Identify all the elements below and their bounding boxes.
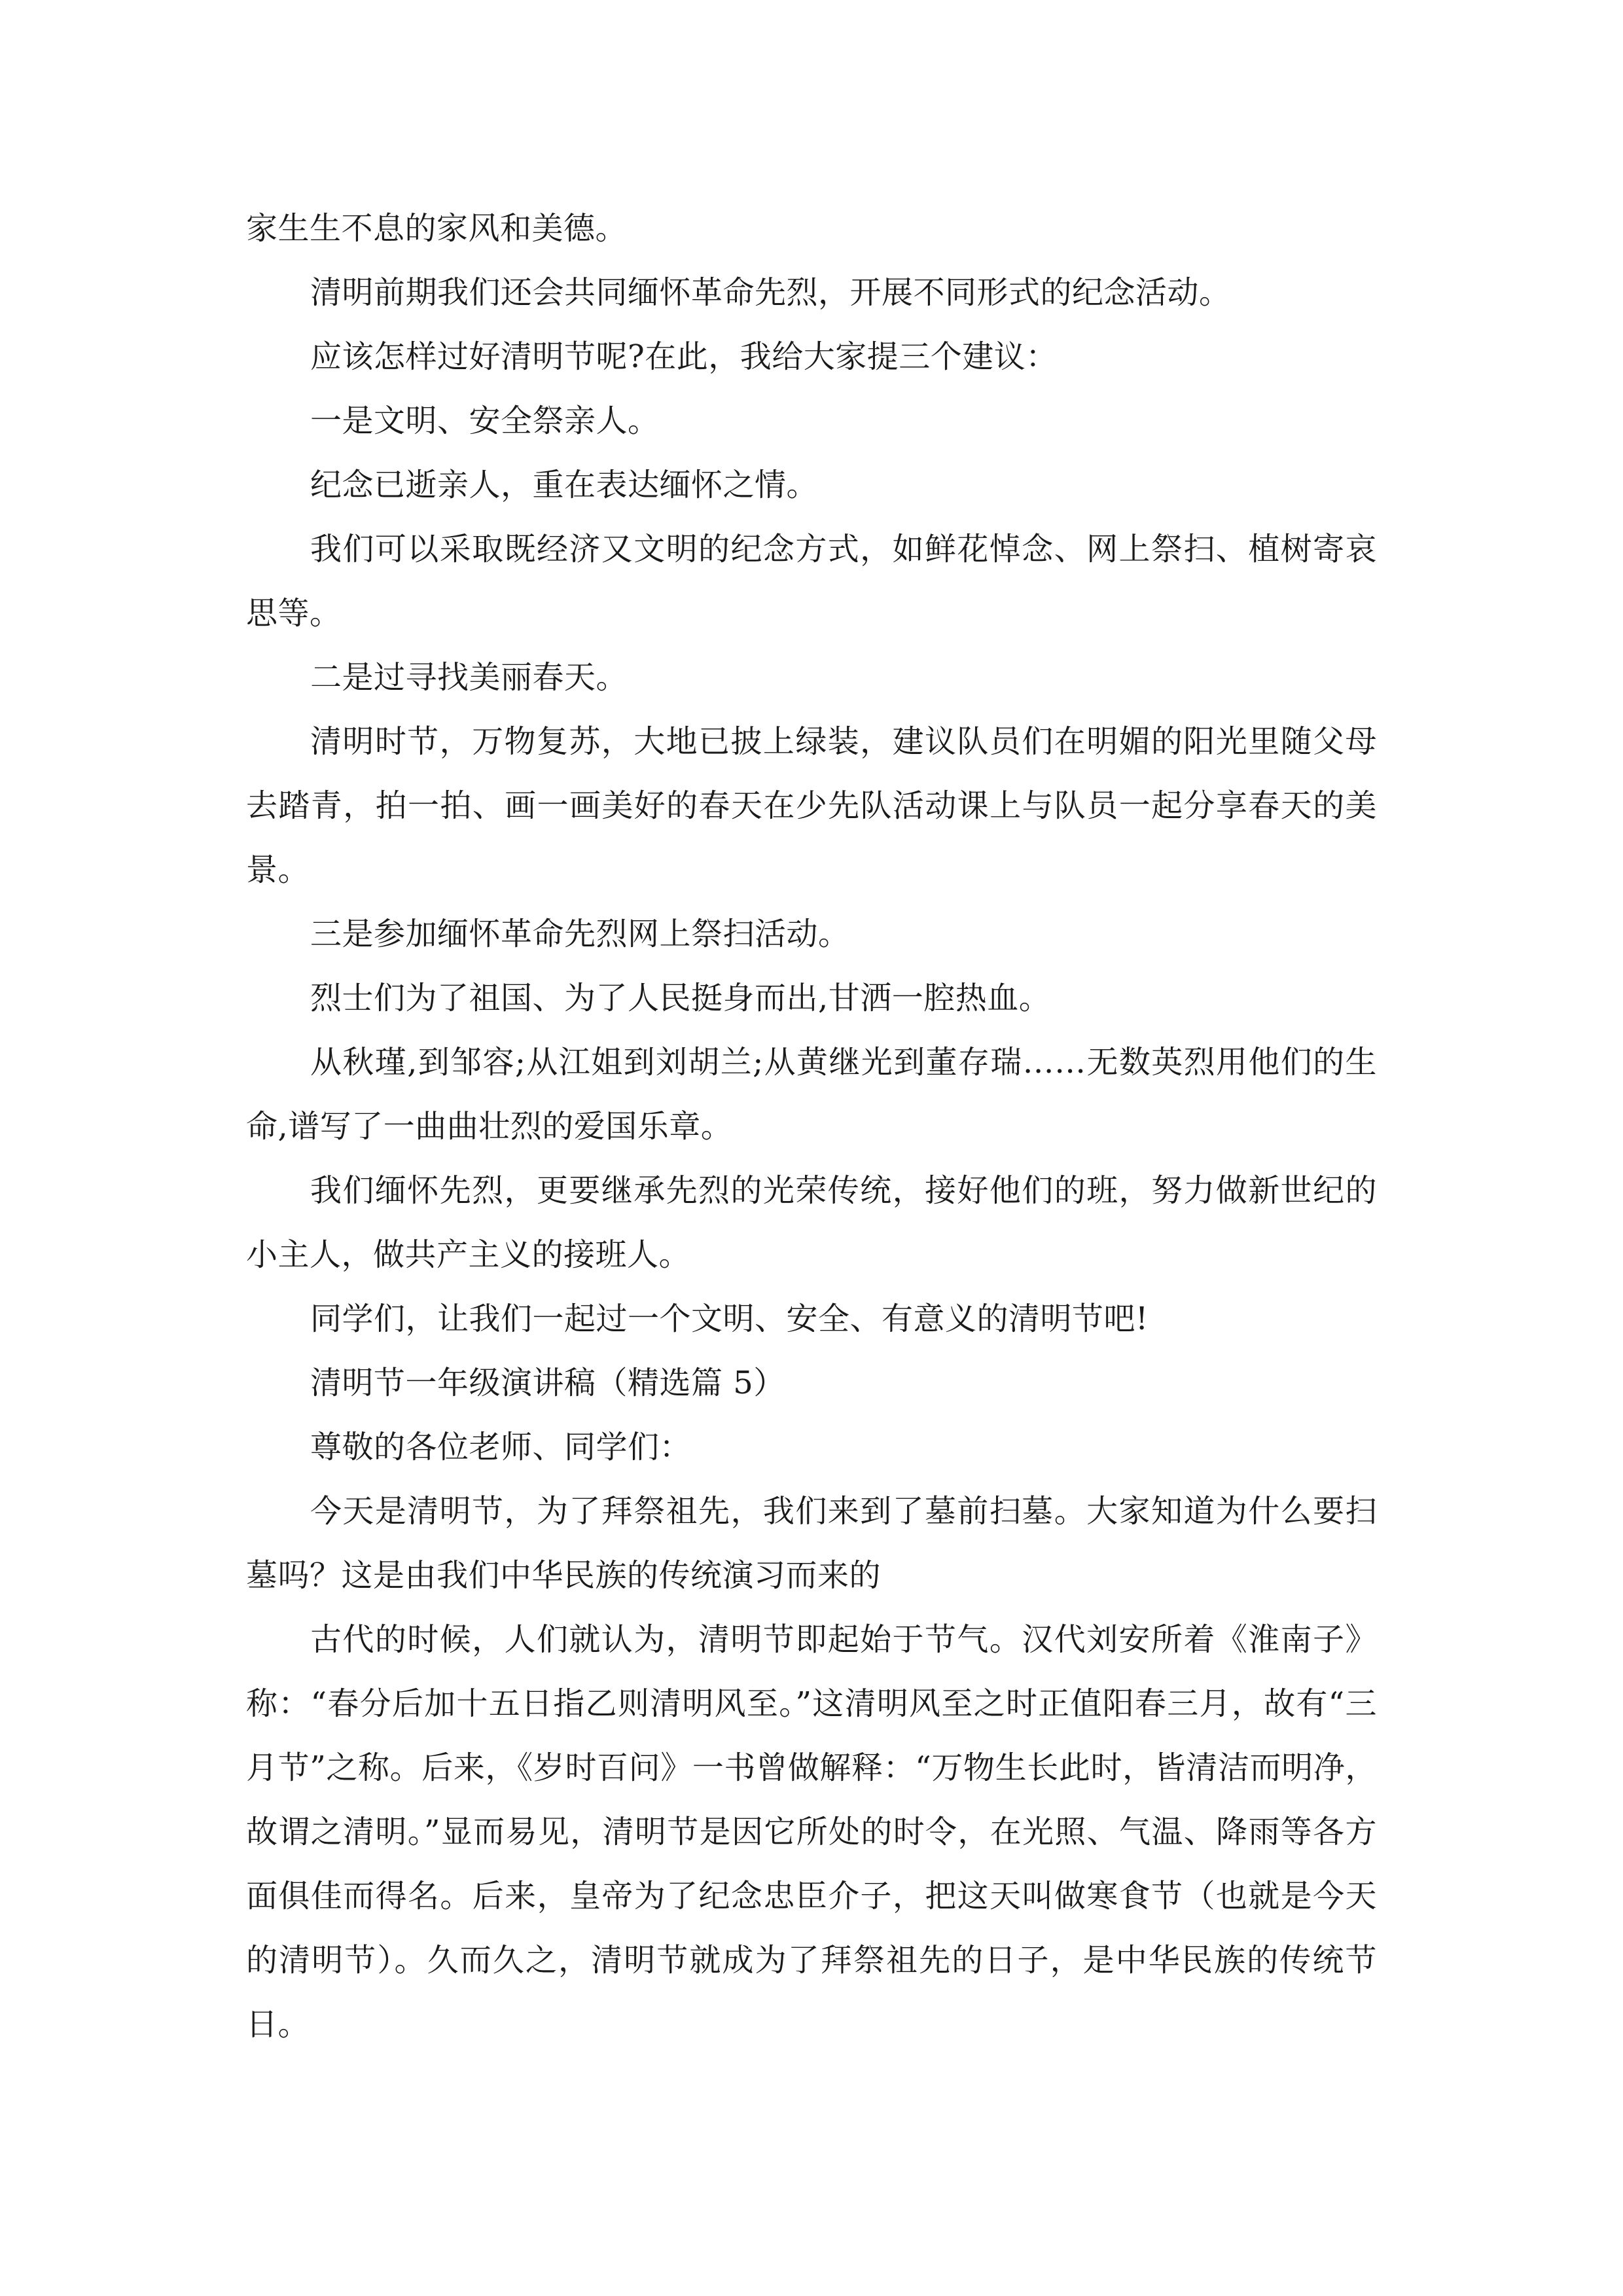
paragraph-5: 纪念已逝亲人，重在表达缅怀之情。 [310,467,819,503]
document-page [246,196,1377,2056]
paragraph-6: 我们可以采取既经济又文明的纪念方式，如鲜花悼念、网上祭扫、植树寄哀思等。 [246,531,1377,632]
paragraph-8: 清明时节，万物复苏，大地已披上绿装，建议队员们在明媚的阳光里随父母去踏青，拍一拍、画一画美好的春天在少先队活动课上与队员一起分享春天的美景。 [246,723,1377,888]
paragraph-11: 从秋瑾,到邹容;从江姐到刘胡兰;从黄继光到董存瑞……无数英烈用他们的生命,谱写了一曲曲壮烈的爱国乐章。 [246,1044,1377,1145]
paragraph-13: 同学们，让我们一起过一个文明、安全、有意义的清明节吧! [310,1300,1149,1337]
paragraph-9: 三是参加缅怀革命先烈网上祭扫活动。 [310,916,850,952]
paragraph-10: 烈士们为了祖国、为了人民挺身而出,甘洒一腔热血。 [310,980,1051,1016]
paragraph-17: 古代的时候，人们就认为，清明节即起始于节气。汉代刘安所着《淮南子》称：“春分后加十五日指乙则清明风至。”这清明风至之时正值阳春三月，故有“三月节”之称。后来，《岁时百问》一书曾做解释：“万物生长此时，皆清洁而明净，故谓之清明。”显而易见，清明节是因它所处的时令，在光照、气温、降雨等各方面俱佳而得名。后来，皇帝为了纪念忠臣介子，把这天叫做寒食节（也就是今天的清明节）。久而久之，清明节就成为了拜祭祖先的日子，是中华民族的传统节日。 [246,1621,1377,2043]
paragraph-1: 家生生不息的家风和美德。 [246,210,628,247]
paragraph-2: 清明前期我们还会共同缅怀革命先烈，开展不同形式的纪念活动。 [310,274,1231,311]
paragraph-3: 应该怎样过好清明节呢?在此，我给大家提三个建议： [310,338,1058,375]
paragraph-7: 二是过寻找美丽春天。 [310,659,628,696]
paragraph-16: 今天是清明节，为了拜祭祖先，我们来到了墓前扫墓。大家知道为什么要扫墓吗？这是由我们中华民族的传统演习而来的 [246,1493,1377,1594]
paragraph-4: 一是文明、安全祭亲人。 [310,403,660,439]
paragraph-12: 我们缅怀先烈，更要继承先烈的光荣传统，接好他们的班，努力做新世纪的小主人，做共产主义的接班人。 [246,1172,1377,1273]
section-heading: 清明节一年级演讲稿（精选篇 5） [310,1365,785,1401]
salutation: 尊敬的各位老师、同学们： [310,1429,692,1465]
